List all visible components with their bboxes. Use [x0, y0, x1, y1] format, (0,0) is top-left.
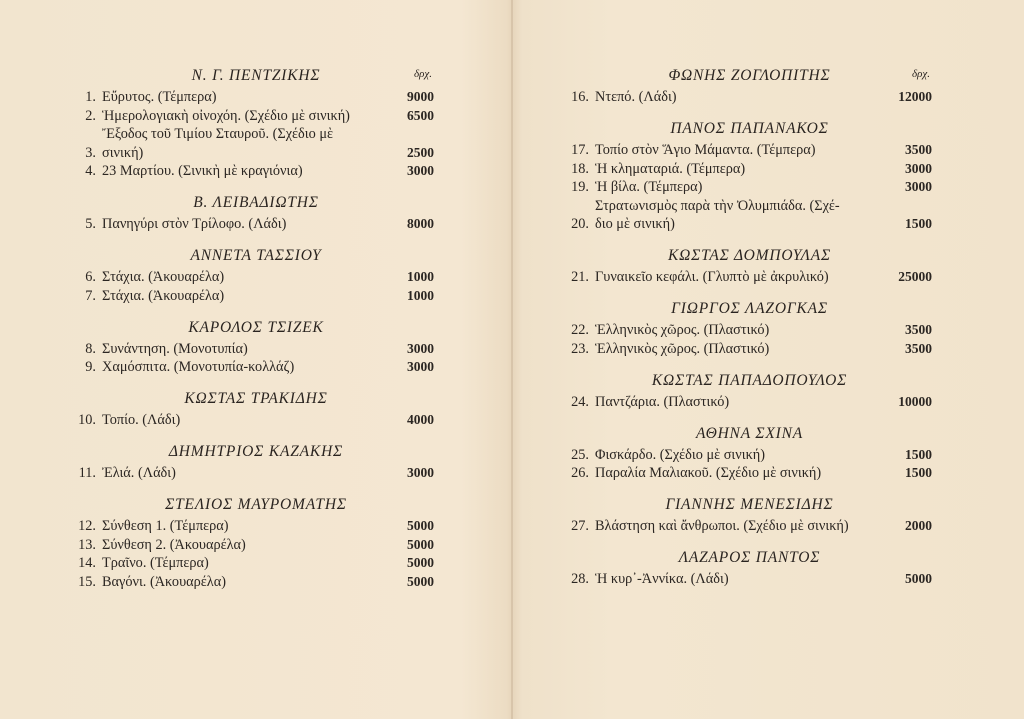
artwork-title: Φισκάρδο. (Σχέδιο μὲ σινική)	[595, 446, 766, 463]
artist-name	[567, 297, 932, 321]
artwork-price: 3000	[407, 340, 434, 356]
artist-section	[78, 440, 434, 483]
artwork-number: 2.	[85, 107, 96, 124]
artwork-item	[78, 517, 434, 536]
artwork-title: Σύνθεση 2. (Ἀκουαρέλα)	[102, 536, 246, 553]
artist-section	[567, 546, 932, 589]
artist-name-text: ΣΤΕΛΙΟΣ ΜΑΥΡΟΜΑΤΗΣ	[165, 496, 347, 513]
artwork-item	[78, 125, 434, 162]
artist-section	[78, 316, 434, 377]
artwork-item	[567, 321, 932, 340]
artist-name-text: ΑΘΗΝΑ ΣΧΙΝΑ	[695, 424, 804, 442]
artwork-price: 2500	[407, 144, 434, 160]
artwork-item	[567, 178, 932, 197]
artist-name	[567, 546, 932, 570]
artwork-price: 10000	[898, 393, 932, 409]
artwork-price: 5000	[407, 518, 434, 533]
artwork-title: Ἡ βίλα. (Τέμπερα)	[595, 179, 703, 195]
artwork-price: 3500	[905, 142, 932, 157]
artwork-number: 18.	[571, 160, 589, 177]
artwork-title: Ἐλιά. (Λάδι)	[102, 465, 176, 481]
artwork-item	[78, 287, 434, 306]
artwork-price: 2000	[905, 518, 932, 533]
artist-name	[567, 369, 932, 393]
artwork-price: 3500	[905, 322, 932, 337]
artist-name	[567, 493, 932, 517]
artwork-item	[78, 268, 434, 287]
artwork-item	[78, 573, 434, 592]
artwork-title: Τοπίο. (Λάδι)	[102, 412, 181, 428]
artist-section	[567, 493, 932, 536]
artist-section	[567, 297, 932, 358]
artwork-price: 3000	[905, 160, 932, 176]
artwork-title: Παραλία Μαλιακοῦ. (Σχέδιο μὲ σινική)	[595, 465, 822, 481]
artist-name	[78, 316, 434, 340]
artwork-item	[78, 464, 434, 483]
artist-name	[78, 440, 434, 464]
artist-section	[78, 244, 434, 305]
artwork-number: 7.	[85, 287, 96, 304]
artwork-title: Βαγόνι. (Ἀκουαρέλα)	[102, 573, 226, 590]
artist-name	[567, 244, 932, 268]
artist-section	[567, 117, 932, 234]
artist-name-text: ΔΗΜΗΤΡΙΟΣ ΚΑΖΑΚΗΣ	[168, 443, 344, 460]
artwork-number: 19.	[571, 179, 589, 195]
artwork-number: 8.	[85, 340, 96, 357]
artist-name-text: ΚΩΣΤΑΣ ΔΟΜΠΟΥΛΑΣ	[667, 247, 832, 264]
artwork-title: Ἡ κυρ᾽-Ἀννίκα. (Λάδι)	[595, 571, 729, 587]
artwork-number: 11.	[78, 465, 96, 481]
artist-name-text: ΑΝΝΕΤΑ ΤΑΣΣΙΟΥ	[190, 247, 322, 264]
artwork-price: 12000	[898, 89, 932, 104]
artwork-number: 10.	[78, 412, 96, 428]
currency-label: δρχ.	[912, 68, 930, 80]
artwork-price: 1000	[407, 287, 434, 303]
artwork-price: 1000	[407, 269, 434, 284]
artist-name	[567, 422, 932, 446]
artwork-price: 3000	[905, 179, 932, 194]
artist-name	[78, 493, 434, 517]
artist-section	[78, 64, 434, 181]
artwork-title: Βλάστηση καὶ ἄνθρωποι. (Σχέδιο μὲ σινική)	[595, 518, 849, 534]
artwork-item	[567, 393, 932, 412]
artist-section	[78, 493, 434, 591]
artwork-number: 24.	[571, 393, 589, 410]
artwork-item	[78, 411, 434, 430]
artist-name-text: ΚΩΣΤΑΣ ΤΡΑΚΙΔΗΣ	[184, 390, 328, 407]
artist-name	[78, 244, 434, 268]
artwork-number: 16.	[571, 89, 589, 105]
artist-name-text: ΓΙΑΝΝΗΣ ΜΕΝΕΣΙΔΗΣ	[665, 496, 834, 513]
artwork-item	[567, 141, 932, 160]
artwork-item	[567, 340, 932, 359]
artist-name-text: Ν. Γ. ΠΕΝΤΖΙΚΗΣ	[191, 67, 321, 84]
artist-name-text: ΓΙΩΡΓΟΣ ΛΑΖΟΓΚΑΣ	[671, 300, 828, 317]
artwork-number: 1.	[85, 89, 96, 105]
artwork-price: 5000	[407, 573, 434, 589]
artwork-title: Παντζάρια. (Πλαστικό)	[595, 393, 730, 410]
artwork-item	[567, 88, 932, 107]
artwork-number: 20.	[571, 216, 589, 232]
artwork-number: 25.	[571, 446, 589, 463]
artist-section	[78, 191, 434, 234]
artwork-item	[78, 162, 434, 181]
artwork-title: Στάχια. (Ἀκουαρέλα)	[102, 269, 225, 285]
artwork-title: Χαμόσπιτα. (Μονοτυπία-κολλάζ)	[102, 359, 295, 375]
artwork-title: Γυναικεῖο κεφάλι. (Γλυπτὸ μὲ ἀκρυλικό)	[595, 269, 829, 285]
artwork-item	[78, 554, 434, 573]
artist-section	[567, 244, 932, 287]
artwork-item	[567, 517, 932, 536]
artist-name	[567, 117, 932, 141]
artist-name	[78, 64, 434, 88]
artwork-item	[78, 536, 434, 555]
artwork-title: Σύνθεση 1. (Τέμπερα)	[102, 518, 229, 534]
artwork-price: 5000	[407, 536, 434, 552]
artwork-item	[567, 268, 932, 287]
artwork-price: 3000	[407, 163, 434, 178]
artwork-price: 8000	[407, 216, 434, 231]
artwork-title: Στρατωνισμὸς παρὰ τὴν Ὀλυμπιάδα. (Σχέ- διο μὲ σινική)	[595, 197, 840, 232]
artwork-number: 22.	[571, 322, 589, 338]
artwork-number: 3.	[85, 144, 96, 161]
artwork-price: 1500	[905, 216, 932, 231]
artwork-price: 9000	[407, 89, 434, 104]
artwork-title: 23 Μαρτίου. (Σινικὴ μὲ κραγιόνια)	[102, 163, 303, 179]
artist-section	[567, 369, 932, 412]
artwork-item	[78, 107, 434, 126]
artwork-title: Τοπίο στὸν Ἅγιο Μάμαντα. (Τέμπερα)	[595, 142, 816, 158]
artist-section	[567, 422, 932, 483]
artwork-number: 17.	[571, 142, 589, 158]
artwork-price: 3000	[407, 465, 434, 480]
artwork-price: 3500	[905, 340, 932, 356]
artwork-number: 26.	[571, 465, 589, 481]
artwork-title: Ἑλληνικὸς χῶρος. (Πλαστικό)	[595, 322, 770, 338]
artwork-title: Ἑλληνικὸς χῶρος. (Πλαστικό)	[595, 340, 770, 357]
artwork-title: Πανηγύρι στὸν Τρίλοφο. (Λάδι)	[102, 216, 287, 232]
artist-name	[567, 64, 932, 88]
artwork-item	[78, 88, 434, 107]
artwork-item	[78, 358, 434, 377]
artwork-price: 5000	[905, 571, 932, 586]
artist-section	[78, 387, 434, 430]
artist-name-text: ΠΑΝΟΣ ΠΑΠΑΝΑΚΟΣ	[670, 120, 829, 137]
artist-name	[78, 191, 434, 215]
artist-section	[567, 64, 932, 107]
artwork-title: Ἔξοδος τοῦ Τιμίου Σταυροῦ. (Σχέδιο μὲ σινική)	[102, 126, 334, 161]
artwork-number: 6.	[85, 269, 96, 285]
artwork-price: 4000	[407, 412, 434, 427]
artwork-title: Τραῖνο. (Τέμπερα)	[102, 555, 209, 571]
artwork-title: Συνάντηση. (Μονοτυπία)	[102, 340, 248, 357]
artist-name	[78, 387, 434, 411]
artwork-item	[78, 340, 434, 359]
artwork-number: 12.	[78, 518, 96, 534]
artist-name-text: Β. ΛΕΙΒΑΔΙΩΤΗΣ	[193, 194, 319, 211]
artist-name-text: ΚΩΣΤΑΣ ΠΑΠΑΔΟΠΟΥΛΟΣ	[651, 371, 848, 389]
right-page	[567, 64, 932, 589]
artwork-price: 1500	[905, 446, 932, 462]
currency-label: δρχ.	[414, 68, 432, 80]
artwork-number: 23.	[571, 340, 589, 357]
artwork-title: Ντεπό. (Λάδι)	[595, 89, 677, 105]
artwork-title: Ἡμερολογιακὴ οἰνοχόη. (Σχέδιο μὲ σινική)	[102, 107, 350, 124]
artist-name-text: ΛΑΖΑΡΟΣ ΠΑΝΤΟΣ	[678, 549, 821, 566]
artwork-number: 5.	[85, 216, 96, 232]
page-fold	[511, 0, 513, 719]
left-page	[78, 64, 434, 591]
artist-name-text: ΦΩΝΗΣ ΖΟΓΛΟΠΙΤΗΣ	[668, 67, 831, 84]
artwork-number: 14.	[78, 555, 96, 571]
artwork-item	[567, 160, 932, 179]
artwork-price: 3000	[407, 359, 434, 374]
artwork-number: 15.	[78, 573, 96, 590]
artwork-item	[567, 197, 932, 234]
artwork-price: 6500	[407, 107, 434, 123]
artwork-number: 27.	[571, 518, 589, 534]
artwork-number: 13.	[78, 536, 96, 553]
artwork-price: 1500	[905, 465, 932, 480]
artwork-price: 25000	[898, 269, 932, 284]
artwork-item	[567, 464, 932, 483]
artwork-number: 21.	[571, 269, 589, 285]
artwork-title: Εὔρυτος. (Τέμπερα)	[102, 89, 217, 105]
artist-name-text: ΚΑΡΟΛΟΣ ΤΣΙΖΕΚ	[188, 318, 324, 336]
artwork-number: 9.	[85, 359, 96, 375]
artwork-title: Ἡ κληματαριά. (Τέμπερα)	[595, 160, 746, 177]
artwork-item	[78, 215, 434, 234]
artwork-number: 28.	[571, 571, 589, 587]
artwork-item	[567, 570, 932, 589]
artwork-item	[567, 446, 932, 465]
artwork-title: Στάχια. (Ἀκουαρέλα)	[102, 287, 225, 304]
artwork-number: 4.	[85, 163, 96, 179]
artwork-price: 5000	[407, 555, 434, 570]
